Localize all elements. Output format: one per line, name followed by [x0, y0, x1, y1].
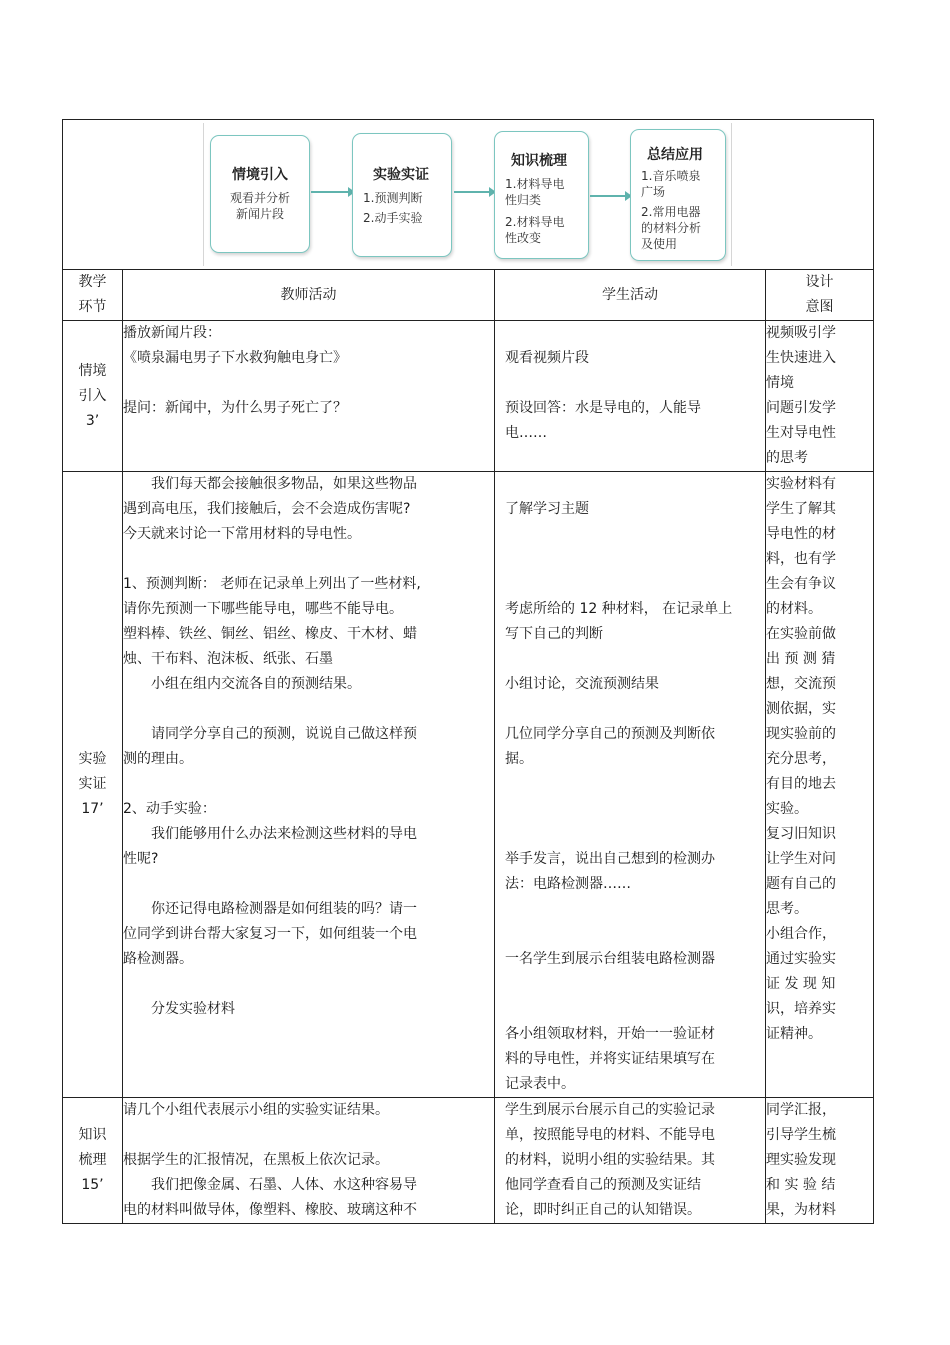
- header-student: 学生活动: [495, 270, 766, 321]
- student-cell: [495, 472, 766, 1098]
- student-line: [505, 547, 765, 572]
- teacher-line: 根据学生的汇报情况，在黑板上依次记录。: [123, 1152, 389, 1168]
- design-line: 问题引发学: [766, 400, 836, 416]
- flow-box-experiment: [352, 133, 452, 257]
- design-line: 引导学生梳: [766, 1127, 836, 1143]
- student-line: [505, 321, 765, 346]
- student-line: [505, 922, 765, 947]
- student-line: [505, 522, 765, 547]
- stage-line: 15’: [81, 1177, 104, 1193]
- header-design: [766, 270, 874, 321]
- design-line: 生对导电性: [766, 425, 836, 441]
- stage-line: 实验: [78, 751, 107, 767]
- design-line: 同学汇报，: [766, 1102, 836, 1118]
- flow-box-scenario: [210, 135, 310, 253]
- flowchart: [203, 123, 732, 266]
- teacher-line: 分发实验材料: [151, 1001, 235, 1017]
- teacher-line: 我们能够用什么办法来检测这些材料的导电: [151, 826, 417, 842]
- header-stage-line: 教学: [78, 274, 107, 290]
- teacher-line: 2、动手实验：: [123, 801, 216, 817]
- student-line: 论，即时纠正自己的认知错误。: [505, 1202, 701, 1218]
- flowchart-cell: [63, 120, 874, 270]
- design-line: 果，为材料: [766, 1202, 836, 1218]
- flow-box-line: 2.常用电器: [641, 205, 701, 219]
- design-line: 让学生对问: [766, 851, 836, 867]
- teacher-line: 请同学分享自己的预测，说说自己做这样预: [151, 726, 417, 742]
- flow-box-line: 新闻片段: [235, 207, 284, 221]
- teacher-line: 播放新闻片段：: [123, 325, 221, 341]
- lesson-plan-table: [62, 119, 874, 1224]
- stage-line: 17’: [81, 801, 104, 817]
- teacher-line: 今天就来讨论一下常用材料的导电性。: [123, 526, 361, 542]
- teacher-line: 性呢?: [123, 851, 159, 867]
- design-line: 小组合作，: [766, 926, 836, 942]
- design-line: 的材料。: [766, 601, 822, 617]
- teacher-line: 遇到高电压，我们接触后，会不会造成伤害呢?: [123, 501, 411, 517]
- teacher-line: [123, 371, 494, 396]
- header-stage: [63, 270, 123, 321]
- student-line: [505, 822, 765, 847]
- teacher-cell: [123, 472, 495, 1098]
- student-line: 学生到展示台展示自己的实验记录: [505, 1102, 715, 1118]
- flow-box-line: 2.动手实验: [363, 211, 423, 225]
- flow-box-title: 知识梳理: [511, 153, 567, 169]
- teacher-line: 我们每天都会接触很多物品，如果这些物品: [151, 476, 417, 492]
- teacher-line: 1、预测判断： 老师在记录单上列出了一些材料,: [123, 576, 421, 592]
- flow-box-line: 1.材料导电: [505, 177, 565, 191]
- design-line: 出 预 测 猜: [766, 651, 836, 667]
- teacher-line: [123, 547, 494, 572]
- student-line: 单，按照能导电的材料、不能导电: [505, 1127, 715, 1143]
- student-line: 观看视频片段: [505, 350, 589, 366]
- student-line: [505, 647, 765, 672]
- design-line: 证 发 现 知: [766, 976, 836, 992]
- design-line: 现实验前的: [766, 726, 836, 742]
- teacher-line: 测的理由。: [123, 751, 193, 767]
- teacher-line: [123, 772, 494, 797]
- design-line: 导电性的材: [766, 526, 836, 542]
- student-line: 一名学生到展示台组装电路检测器: [505, 951, 715, 967]
- teacher-line: 小组在组内交流各自的预测结果。: [151, 676, 361, 692]
- teacher-line: 请几个小组代表展示小组的实验实证结果。: [123, 1102, 389, 1118]
- teacher-line: [123, 872, 494, 897]
- teacher-line: 《喷泉漏电男子下水救狗触电身亡》: [123, 350, 347, 366]
- stage-line: 知识: [78, 1127, 107, 1143]
- student-line: 各小组领取材料，开始一一验证材: [505, 1026, 715, 1042]
- design-line: 在实验前做: [766, 626, 836, 642]
- design-cell: [766, 1098, 874, 1224]
- flowchart-row: [63, 120, 874, 270]
- stage-line: 3’: [85, 412, 100, 429]
- student-line: [505, 972, 765, 997]
- flow-box-knowledge: [494, 131, 589, 259]
- header-design-line: 设计: [805, 274, 834, 290]
- design-line: 料，也有学: [766, 551, 836, 567]
- student-line: 考虑所给的 12 种材料， 在记录单上: [505, 601, 733, 617]
- teacher-line: 你还记得电路检测器是如何组装的吗？请一: [151, 901, 417, 917]
- table-row: [63, 472, 874, 1098]
- student-line: 据。: [505, 751, 533, 767]
- student-line: 法：电路检测器……: [505, 876, 631, 892]
- student-line: 料的导电性，并将实证结果填写在: [505, 1051, 715, 1067]
- design-line: 识，培养实: [766, 1001, 836, 1017]
- table-row: [63, 1098, 874, 1224]
- design-line: 证精神。: [766, 1026, 822, 1042]
- flow-box-line: 2.材料导电: [505, 215, 565, 229]
- design-line: 理实验发现: [766, 1152, 836, 1168]
- student-line: [505, 572, 765, 597]
- student-line: 记录表中。: [505, 1076, 575, 1092]
- design-line: 学生了解其: [766, 501, 836, 517]
- header-stage-line: 环节: [78, 299, 107, 315]
- flow-box-title: 实验实证: [373, 167, 429, 183]
- teacher-cell: [123, 1098, 495, 1224]
- teacher-cell: [123, 321, 495, 472]
- flow-box-line: 的材料分析: [641, 221, 702, 235]
- teacher-line: 我们把像金属、石墨、人体、水这种容易导: [151, 1177, 417, 1193]
- design-line: 题有自己的: [766, 876, 836, 892]
- stage-line: 实证: [78, 776, 107, 792]
- student-line: [505, 472, 765, 497]
- design-line: 和 实 验 结: [766, 1177, 836, 1193]
- student-cell: [495, 1098, 766, 1224]
- flow-box-line: 性归类: [505, 193, 542, 207]
- stage-line: 情境: [78, 362, 107, 379]
- design-line: 情境: [766, 375, 794, 391]
- teacher-line: [123, 972, 494, 997]
- stage-line: 引入: [78, 387, 107, 404]
- design-line: 测依据，实: [766, 701, 836, 717]
- header-teacher: 教师活动: [123, 270, 495, 321]
- flow-box-line: 及使用: [641, 237, 678, 251]
- design-cell: [766, 321, 874, 472]
- header-design-line: 意图: [805, 299, 834, 315]
- design-line: 有目的地去: [766, 776, 836, 792]
- flow-arrow: [590, 195, 626, 197]
- student-line: 小组讨论，交流预测结果: [505, 676, 659, 692]
- flow-arrow: [454, 191, 490, 193]
- design-line: 想，交流预: [766, 676, 836, 692]
- teacher-line: [123, 697, 494, 722]
- header-row: [63, 270, 874, 321]
- flow-box-title: 总结应用: [647, 147, 703, 163]
- student-line: 几位同学分享自己的预测及判断依: [505, 726, 715, 742]
- teacher-line: 路检测器。: [123, 951, 193, 967]
- design-line: 充分思考，: [766, 751, 836, 767]
- teacher-line: 电的材料叫做导体，像塑料、橡胶、玻璃这种不: [123, 1202, 417, 1218]
- design-line: 生快速进入: [766, 350, 836, 366]
- flow-arrow: [311, 191, 349, 193]
- flow-box-line: 1.音乐喷泉: [641, 169, 701, 183]
- teacher-line: 位同学到讲台帮大家复习一下，如何组装一个电: [123, 926, 417, 942]
- design-cell: [766, 472, 874, 1098]
- teacher-line: 提问：新闻中，为什么男子死亡了？: [123, 400, 347, 416]
- design-line: 生会有争议: [766, 576, 836, 592]
- design-line: 的思考: [766, 450, 808, 466]
- student-line: [505, 797, 765, 822]
- teacher-line: 烛、干布料、泡沫板、纸张、石墨: [123, 651, 333, 667]
- stage-cell: [63, 321, 123, 472]
- design-line: 思考。: [766, 901, 808, 917]
- student-line: 预设回答：水是导电的，人能导: [505, 400, 701, 416]
- design-line: 复习旧知识: [766, 826, 836, 842]
- flow-box-line: 性改变: [505, 231, 542, 245]
- teacher-line: 请你先预测一下哪些能导电，哪些不能导电。: [123, 601, 403, 617]
- student-cell: [495, 321, 766, 472]
- design-line: 视频吸引学: [766, 325, 836, 341]
- flow-box-line: 广场: [641, 185, 666, 199]
- design-line: 实验材料有: [766, 476, 836, 492]
- student-line: [505, 897, 765, 922]
- flow-box-title: 情境引入: [232, 167, 288, 183]
- student-line: [505, 772, 765, 797]
- flow-box-line: 1.预测判断: [363, 191, 423, 205]
- student-line: 了解学习主题: [505, 501, 589, 517]
- student-line: [505, 371, 765, 396]
- stage-cell: [63, 1098, 123, 1224]
- student-line: [505, 997, 765, 1022]
- table-row: [63, 321, 874, 472]
- stage-line: 梳理: [78, 1152, 107, 1168]
- design-line: 实验。: [766, 801, 808, 817]
- student-line: 他同学查看自己的预测及实证结: [505, 1177, 701, 1193]
- design-line: 通过实验实: [766, 951, 836, 967]
- stage-cell: [63, 472, 123, 1098]
- student-line: 写下自己的判断: [505, 626, 603, 642]
- teacher-line: 塑料棒、铁丝、铜丝、铝丝、橡皮、干木材、蜡: [123, 626, 417, 642]
- teacher-line: [123, 1123, 494, 1148]
- student-line: 举手发言，说出自己想到的检测办: [505, 851, 715, 867]
- flow-box-summary: [630, 129, 726, 261]
- flow-box-line: 观看并分析: [229, 191, 290, 205]
- student-line: 的材料，说明小组的实验结果。其: [505, 1152, 715, 1168]
- student-line: 电……: [505, 425, 547, 441]
- student-line: [505, 697, 765, 722]
